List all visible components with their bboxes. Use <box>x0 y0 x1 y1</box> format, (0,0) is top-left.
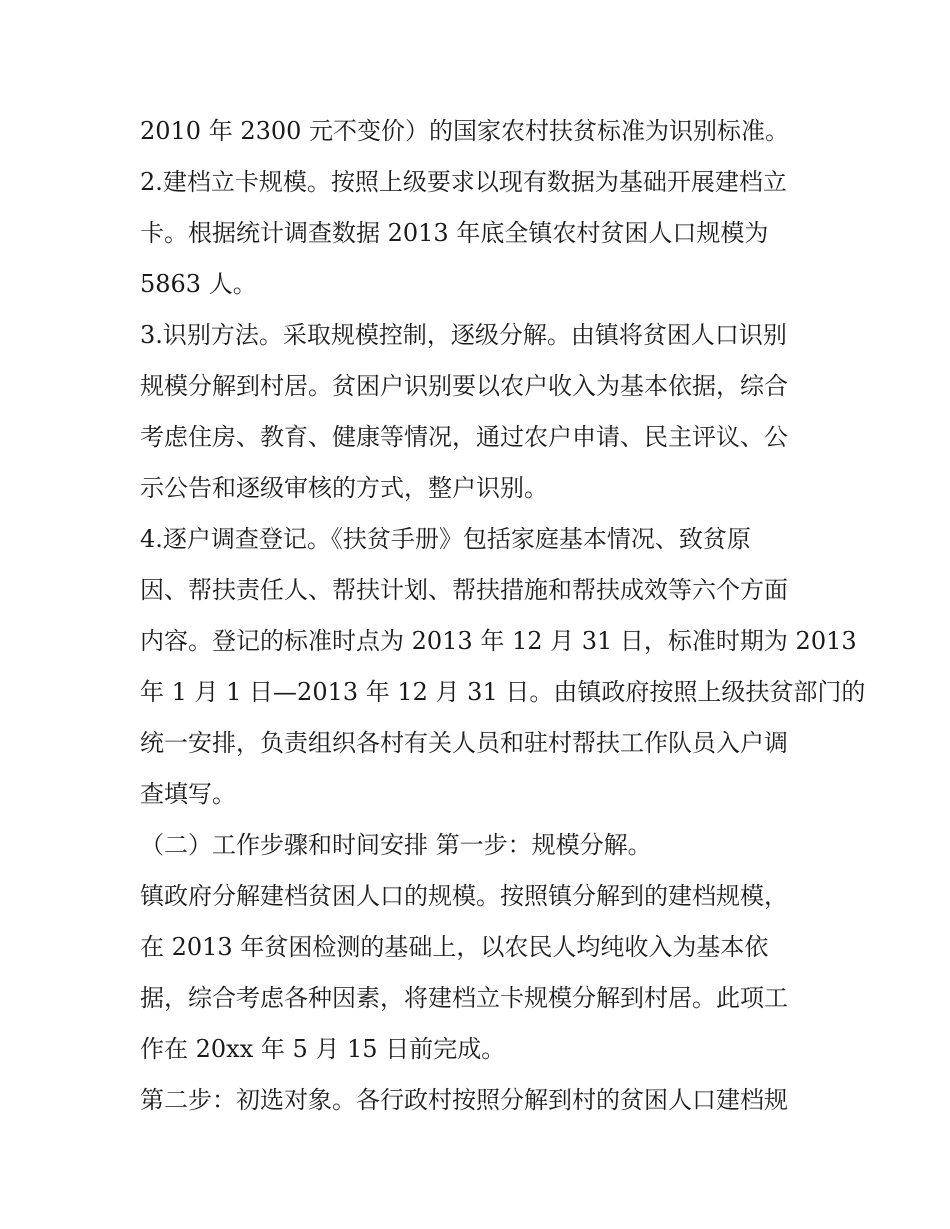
text-line: 3.识别方法。采取规模控制，逐级分解。由镇将贫困人口识别 <box>140 321 787 349</box>
text-line: 2010 年 2300 元不变价）的国家农村扶贫标准为识别标准。 <box>140 117 790 145</box>
text-line: 考虑住房、教育、健康等情况，通过农户申请、民主评议、公 <box>140 423 788 451</box>
section-heading: （二）工作步骤和时间安排 第一步：规模分解。 <box>140 831 652 859</box>
text-line: 统一安排，负责组织各村有关人员和驻村帮扶工作队员入户调 <box>140 729 788 757</box>
text-line: 示公告和逐级审核的方式，整户识别。 <box>140 474 548 502</box>
text-line: 在 2013 年贫困检测的基础上，以农民人均纯收入为基本依 <box>140 933 769 961</box>
document-body <box>140 106 866 1126</box>
text-line: 因、帮扶责任人、帮扶计划、帮扶措施和帮扶成效等六个方面 <box>140 576 788 604</box>
text-line: 卡。根据统计调查数据 2013 年底全镇农村贫困人口规模为 <box>140 219 769 247</box>
text-line: 查填写。 <box>140 780 236 808</box>
text-line: 规模分解到村居。贫困户识别要以农户收入为基本依据，综合 <box>140 372 788 400</box>
text-line: 据，综合考虑各种因素，将建档立卡规模分解到村居。此项工 <box>140 984 788 1012</box>
text-line: 5863 人。 <box>140 270 257 298</box>
text-line: 镇政府分解建档贫困人口的规模。按照镇分解到的建档规模， <box>140 882 788 910</box>
text-line: 年 1 月 1 日—2013 年 12 月 31 日。由镇政府按照上级扶贫部门的 <box>140 678 866 706</box>
text-line: 2.建档立卡规模。按照上级要求以现有数据为基础开展建档立 <box>140 168 787 196</box>
text-line: 作在 20xx 年 5 月 15 日前完成。 <box>140 1035 506 1063</box>
text-line: 内容。登记的标准时点为 2013 年 12 月 31 日，标准时期为 2013 <box>140 627 857 655</box>
text-line: 第二步：初选对象。各行政村按照分解到村的贫困人口建档规 <box>140 1086 788 1114</box>
text-line: 4.逐户调查登记。《扶贫手册》包括家庭基本情况、致贫原 <box>140 525 751 553</box>
